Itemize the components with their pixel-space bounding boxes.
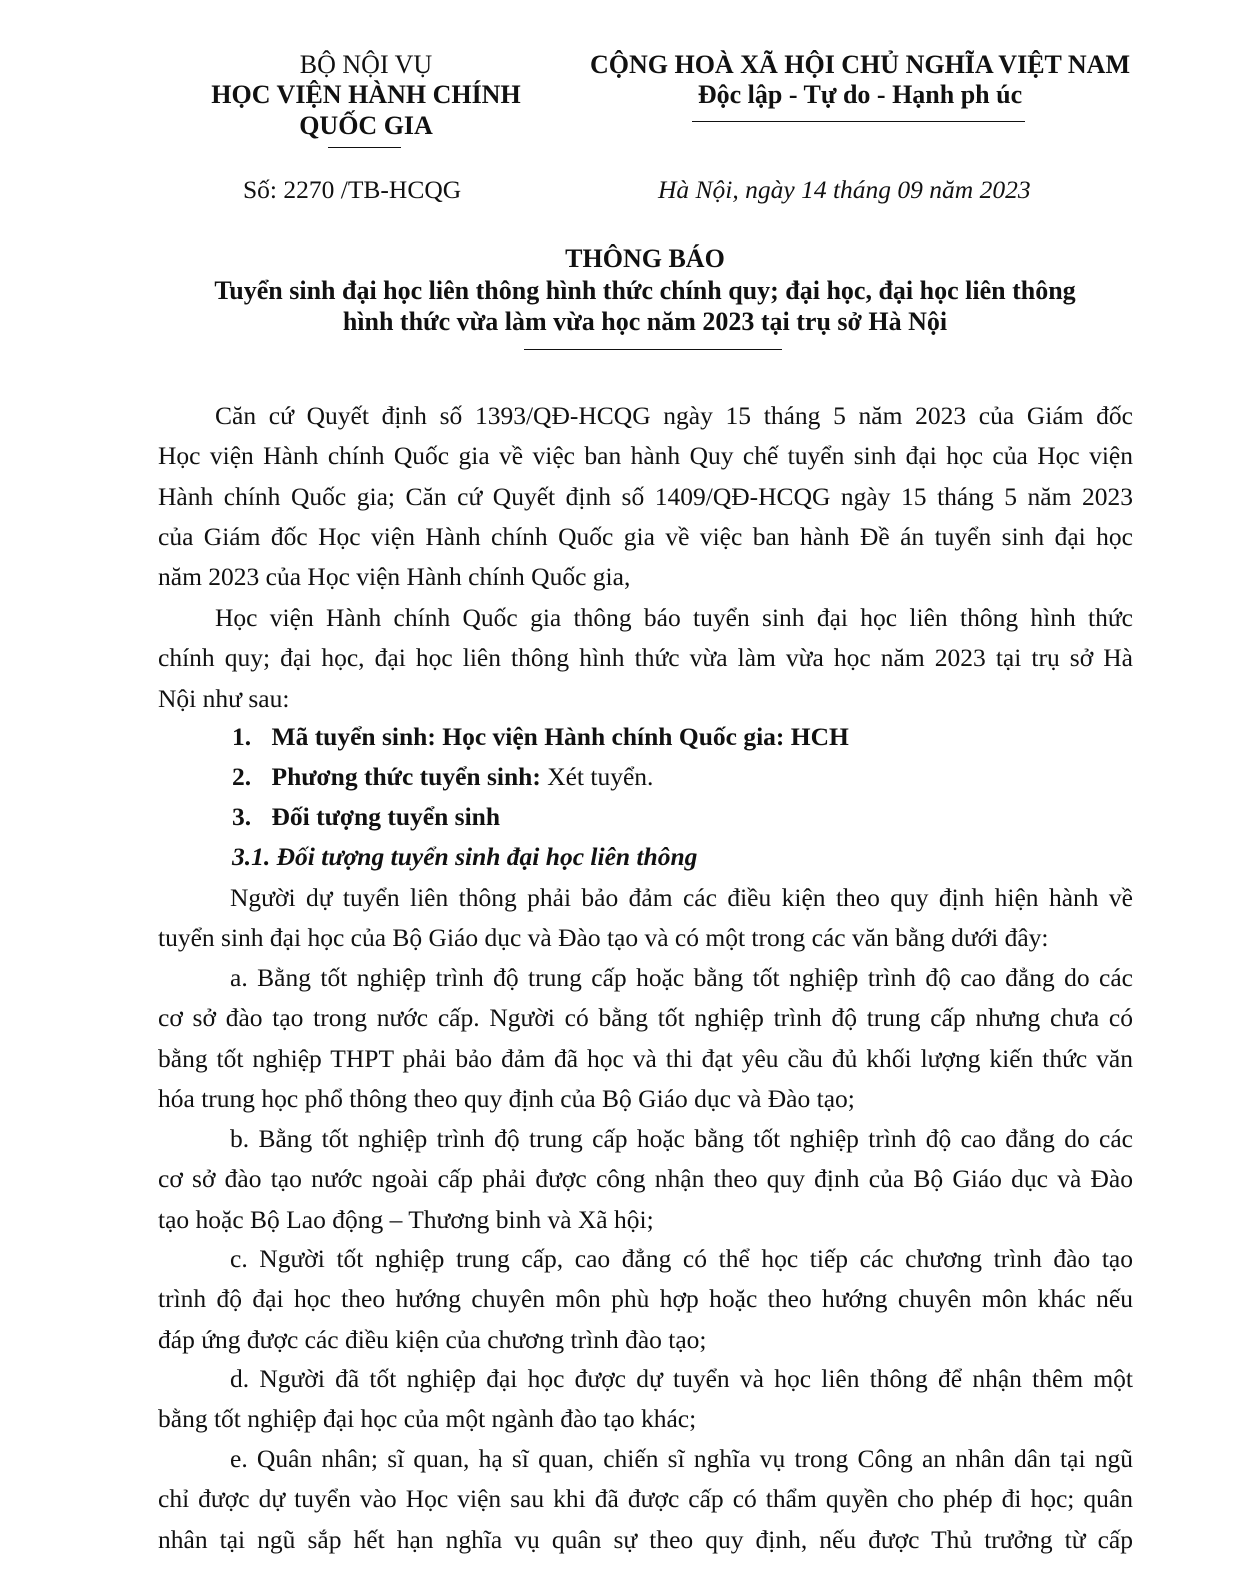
paragraph-conditions <box>158 878 1133 959</box>
text-line: nhân tại ngũ sắp hết hạn nghĩa vụ quân sự theo quy định, nếu được Thủ trưởng từ cấp <box>158 1524 1133 1554</box>
text-line: c. Người tốt nghiệp trung cấp, cao đẳng có thể học tiếp các chương trình đào tạo <box>230 1244 1133 1273</box>
text-line: tạo hoặc Bộ Lao động – Thương binh và Xã hội; <box>158 1204 654 1234</box>
list-item-admission-target <box>232 802 500 832</box>
paragraph-item-a <box>158 958 1133 1119</box>
text-line: Người dự tuyển liên thông phải bảo đảm các điều kiện theo quy định hiện hành về <box>230 883 1133 912</box>
text-line: chỉ được dự tuyển vào Học viện sau khi đã được cấp có thẩm quyền cho phép đi học; quân <box>158 1484 1133 1514</box>
document-date: Hà Nội, ngày 14 tháng 09 năm 2023 <box>658 175 1031 204</box>
item-number: 3. <box>232 802 252 831</box>
title-divider <box>524 349 782 350</box>
text-line: trình độ đại học theo hướng chuyên môn phù hợp hoặc theo hướng chuyên môn khác nếu <box>158 1284 1133 1314</box>
document-number: Số: 2270 /TB-HCQG <box>243 175 462 204</box>
text-line: năm 2023 của Học viện Hành chính Quốc gia, <box>158 562 631 592</box>
document-title: THÔNG BÁO <box>565 244 725 273</box>
text-line: đáp ứng được các điều kiện của chương trình đào tạo; <box>158 1324 707 1354</box>
paragraph-legal-basis <box>158 396 1133 597</box>
paragraph-item-d <box>158 1359 1133 1440</box>
left-header-divider <box>328 147 401 148</box>
text-line: d. Người đã tốt nghiệp đại học được dự tuyển và học liên thông để nhận thêm một <box>230 1364 1133 1393</box>
text-line: Hành chính Quốc gia; Căn cứ Quyết định số 1409/QĐ-HCQG ngày 15 tháng 5 năm 2023 <box>158 481 1133 511</box>
text-line: Nội như sau: <box>158 683 290 713</box>
ministry-name: BỘ NỘI VỤ <box>299 50 433 79</box>
text-line: Căn cứ Quyết định số 1393/QĐ-HCQG ngày 15 tháng 5 năm 2023 của Giám đốc <box>215 401 1133 430</box>
text-line: tuyển sinh đại học của Bộ Giáo dục và Đào tạo và có một trong các văn bằng dưới đây: <box>158 923 1049 953</box>
item-value: Xét tuyển. <box>540 762 654 791</box>
item-label: Mã tuyển sinh: Học viện Hành chính Quốc gia: HCH <box>271 722 849 751</box>
text-line: hóa trung học phổ thông theo quy định của Bộ Giáo dục và Đào tạo; <box>158 1083 855 1113</box>
item-label: Phương thức tuyển sinh: <box>271 762 541 791</box>
list-item-admission-code <box>232 722 849 752</box>
subsection-heading: 3.1. Đối tượng tuyển sinh đại học liên thông <box>232 842 698 871</box>
national-motto: Độc lập - Tự do - Hạnh ph úc <box>697 80 1023 109</box>
text-line: bằng tốt nghiệp THPT phải bảo đảm đã học và thi đạt yêu cầu đủ khối lượng kiến thức văn <box>158 1043 1133 1073</box>
text-line: a. Bằng tốt nghiệp trình độ trung cấp hoặc bằng tốt nghiệp trình độ cao đẳng do các <box>230 963 1133 992</box>
text-line: Học viện Hành chính Quốc gia về việc ban hành Quy chế tuyển sinh đại học của Học viện <box>158 441 1133 471</box>
institution-name-line2: QUỐC GIA <box>299 111 433 140</box>
text-line: chính quy; đại học, đại học liên thông hình thức vừa làm vừa học năm 2023 tại trụ sở Hà <box>158 643 1133 673</box>
nation-name: CỘNG HOÀ XÃ HỘI CHỦ NGHĨA VIỆT NAM <box>589 50 1131 79</box>
text-line: của Giám đốc Học viện Hành chính Quốc gia về việc ban hành Đề án tuyển sinh đại học <box>158 521 1133 551</box>
text-line: b. Bằng tốt nghiệp trình độ trung cấp hoặc bằng tốt nghiệp trình độ cao đẳng do các <box>230 1124 1133 1153</box>
item-number: 2. <box>232 762 252 791</box>
text-line: bằng tốt nghiệp đại học của một ngành đào tạo khác; <box>158 1404 697 1434</box>
right-header-divider <box>692 121 1025 122</box>
paragraph-announcement <box>158 598 1133 719</box>
document-subtitle-line2: hình thức vừa làm vừa học năm 2023 tại trụ sở Hà Nội <box>342 307 948 336</box>
paragraph-item-e <box>158 1439 1133 1560</box>
list-item-admission-method <box>232 762 653 792</box>
document-subtitle-line1: Tuyển sinh đại học liên thông hình thức chính quy; đại học, đại học liên thông <box>214 276 1076 305</box>
text-line: e. Quân nhân; sĩ quan, hạ sĩ quan, chiến sĩ nghĩa vụ trong Công an nhân dân tại ngũ <box>230 1444 1133 1473</box>
item-label: Đối tượng tuyển sinh <box>271 802 501 831</box>
item-number: 1. <box>232 722 252 751</box>
text-line: cơ sở đào tạo trong nước cấp. Người có bằng tốt nghiệp trình độ trung cấp nhưng chưa có <box>158 1003 1133 1033</box>
paragraph-item-b <box>158 1119 1133 1240</box>
text-line: cơ sở đào tạo nước ngoài cấp phải được công nhận theo quy định của Bộ Giáo dục và Đào <box>158 1164 1133 1194</box>
institution-name-line1: HỌC VIỆN HÀNH CHÍNH <box>211 80 521 109</box>
text-line: Học viện Hành chính Quốc gia thông báo tuyển sinh đại học liên thông hình thức <box>215 603 1133 632</box>
paragraph-item-c <box>158 1239 1133 1360</box>
